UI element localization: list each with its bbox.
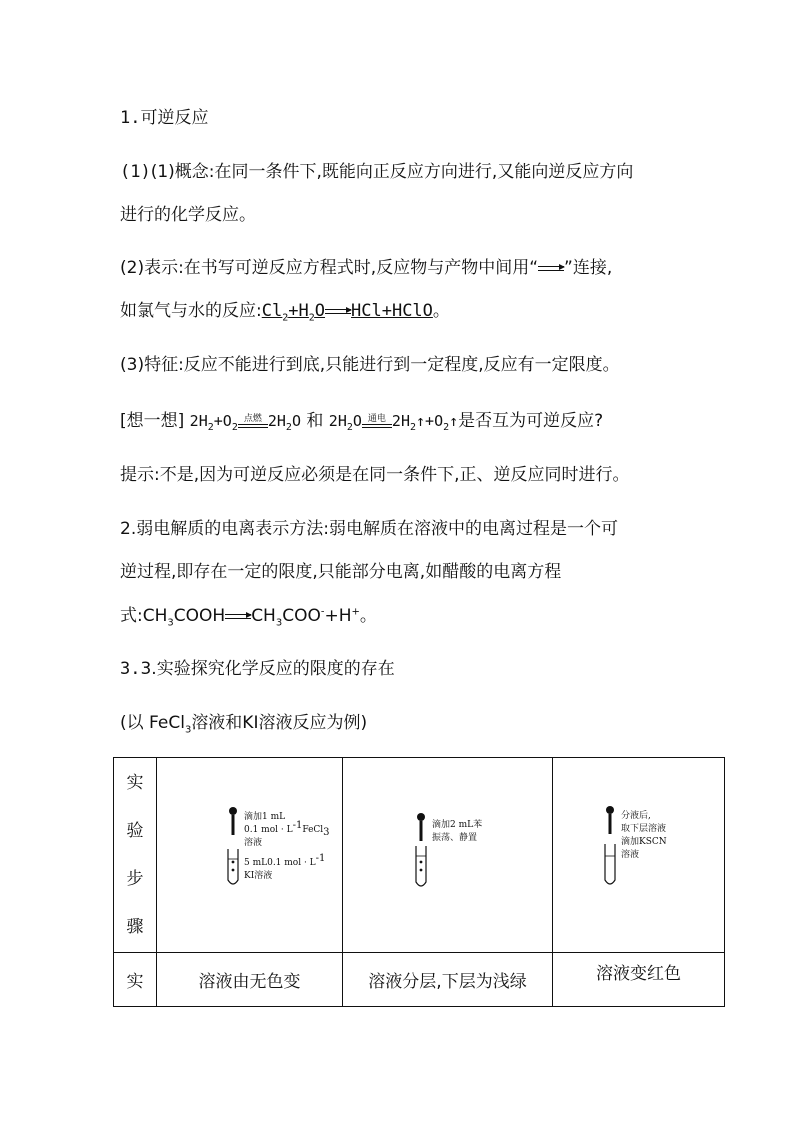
representation-line-1: (2)表示:在书写可逆反应方程式时,反应物与产物中间用“ ”连接, (120, 258, 613, 278)
gas-up-icon: ↑ (416, 412, 426, 430)
feature-line: (3)特征:反应不能进行到底,只能进行到一定程度,反应有一定限度。 (120, 355, 620, 375)
concept-line-2: 进行的化学反应。 (120, 205, 256, 225)
table-row-steps (114, 758, 725, 953)
step-2-cell: 滴加2 mL苯 振荡、静置 (343, 758, 553, 953)
electrolysis-condition: 通电 (362, 414, 392, 428)
dropper-tube-figure (157, 758, 342, 953)
ignition-condition: 点燃 (238, 414, 268, 428)
section-3-title: 3.3.实验探究化学反应的限度的存在 (120, 659, 395, 679)
step-3-cell: 分液后, 取下层溶液 滴加KSCN 溶液 (553, 758, 725, 953)
section-2-line-1: 2.弱电解质的电离表示方法:弱电解质在溶液中的电离过程是一个可 (120, 519, 618, 539)
dropper-tube-figure (343, 758, 552, 953)
hint-line: 提示:不是,因为可逆反应必须是在同一条件下,正、逆反应同时进行。 (120, 465, 630, 485)
observation-3: 溶液变红色 (553, 953, 725, 1007)
section-1-title: 1.可逆反应 (120, 108, 209, 128)
observation-1: 溶液由无色变 (157, 953, 343, 1007)
observation-header: 实 (114, 953, 157, 1007)
reversible-arrow-icon (538, 263, 564, 273)
think-question: [想一想] $2H_2+O_2$ 点燃 $2H_2O$ 和 $2H_2O$ 通电 $2H_2↑+O_2↑$是否互为可逆反应? (120, 411, 604, 433)
concept-line-1: (1)(1)概念:在同一条件下,既能向正反应方向进行,又能向逆反应方向 (120, 162, 634, 182)
reversible-arrow-icon (225, 611, 251, 621)
acetic-acid-equation: 式$:CH_3COOH$ $CH_3COO^-+H^+$。 (120, 606, 377, 629)
experiment-table (113, 757, 725, 1007)
observation-2: 溶液分层,下层为浅绿 (343, 953, 553, 1007)
reversible-arrow-icon (325, 306, 351, 316)
chlorine-water-equation: $Cl_2+H_2O$ HCl+HClO (261, 301, 433, 324)
section-2-line-2: 逆过程,即存在一定的限度,只能部分电离,如醋酸的电离方程 (120, 562, 562, 582)
representation-line-2: 如氯气与水的反应$:Cl_2+H_2O$ HCl+HClO。 (120, 301, 450, 324)
table-row-observations (114, 953, 725, 1007)
section-3-note: (以 FeCl$_3$溶液和KI溶液反应为例) (120, 713, 368, 736)
steps-header: 实 验 步 骤 (114, 758, 157, 953)
gas-up-icon: ↑ (449, 412, 459, 430)
step-1-cell: 滴加1 mL 0.1 mol · $L^{-1}FeCl_3$ 溶液 5 mL0.1 mol · $L^{-1}$ KI溶液 (157, 758, 343, 953)
